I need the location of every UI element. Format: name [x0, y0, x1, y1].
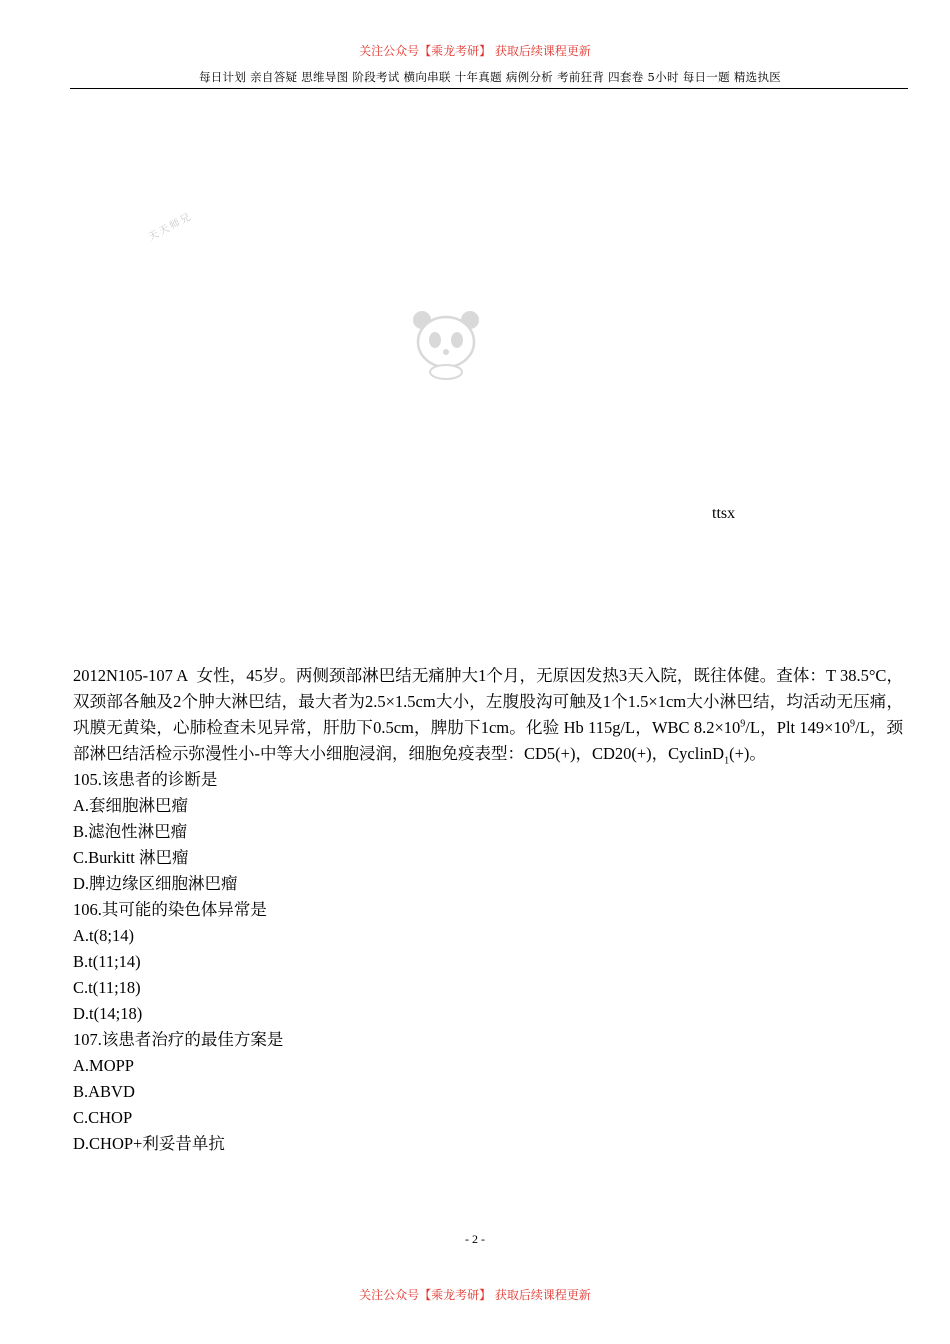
question-105-stem: 105.该患者的诊断是 [73, 770, 218, 789]
question-107-option-a: A.MOPP [73, 1056, 134, 1075]
question-106-option-c: C.t(11;18) [73, 978, 141, 997]
question-block [73, 663, 903, 1157]
case-stem: 2012N105-107 A 女性，45岁。两侧颈部淋巴结无痛肿大1个月，无原因发热3天入院，既往体健。查体：T 38.5°C，双颈部各触及2个肿大淋巴结，最大者为2.5×1.5cm大小，左腹股沟可触及1个1.5×1cm大小淋巴结，均活动无压痛，巩膜无黄染，心肺检查未见异常，肝肋下0.5cm，脾肋下1cm。化验 Hb 115g/L，WBC $8.2\times 10^9/L$，Plt $149\times 10^9/L$，颈部淋巴结活检示弥漫性小-中等大小细胞浸润，细胞免疫表型：CD5(+)，CD20(+)，CyclinD$_1$(+)。 [73, 666, 904, 767]
question-107-stem: 107.该患者治疗的最佳方案是 [73, 1030, 284, 1049]
side-mark-text: ttsx [712, 505, 736, 522]
question-106-option-b: B.t(11;14) [73, 952, 141, 971]
panda-watermark-icon [408, 308, 484, 380]
question-106-stem: 106.其可能的染色体异常是 [73, 900, 267, 919]
header-divider [70, 88, 908, 89]
question-105-option-a: A.套细胞淋巴瘤 [73, 796, 189, 815]
question-107-option-c: C.CHOP [73, 1108, 133, 1127]
bottom-promo-banner: 关注公众号【乘龙考研】 获取后续课程更新 [359, 1288, 591, 1302]
case-id: 2012N105-107 A [73, 666, 189, 685]
question-105-option-b: B.滤泡性淋巴瘤 [73, 822, 188, 841]
question-106-option-a: A.t(8;14) [73, 926, 134, 945]
watermark-text: 天天师兄 [146, 210, 195, 244]
question-105-option-c: C.Burkitt 淋巴瘤 [73, 848, 189, 867]
top-promo-banner: 关注公众号【乘龙考研】 获取后续课程更新 [359, 44, 591, 58]
page-number: - 2 - [465, 1232, 485, 1246]
question-107-option-d: D.CHOP+利妥昔单抗 [73, 1134, 225, 1153]
header-feature-list: 每日计划 亲自答疑 思维导图 阶段考试 横向串联 十年真题 病例分析 考前狂背 四套卷 5小时 每日一题 精选执医 [198, 70, 782, 84]
question-107-option-b: B.ABVD [73, 1082, 135, 1101]
question-106-option-d: D.t(14;18) [73, 1004, 143, 1023]
question-105-option-d: D.脾边缘区细胞淋巴瘤 [73, 874, 238, 893]
